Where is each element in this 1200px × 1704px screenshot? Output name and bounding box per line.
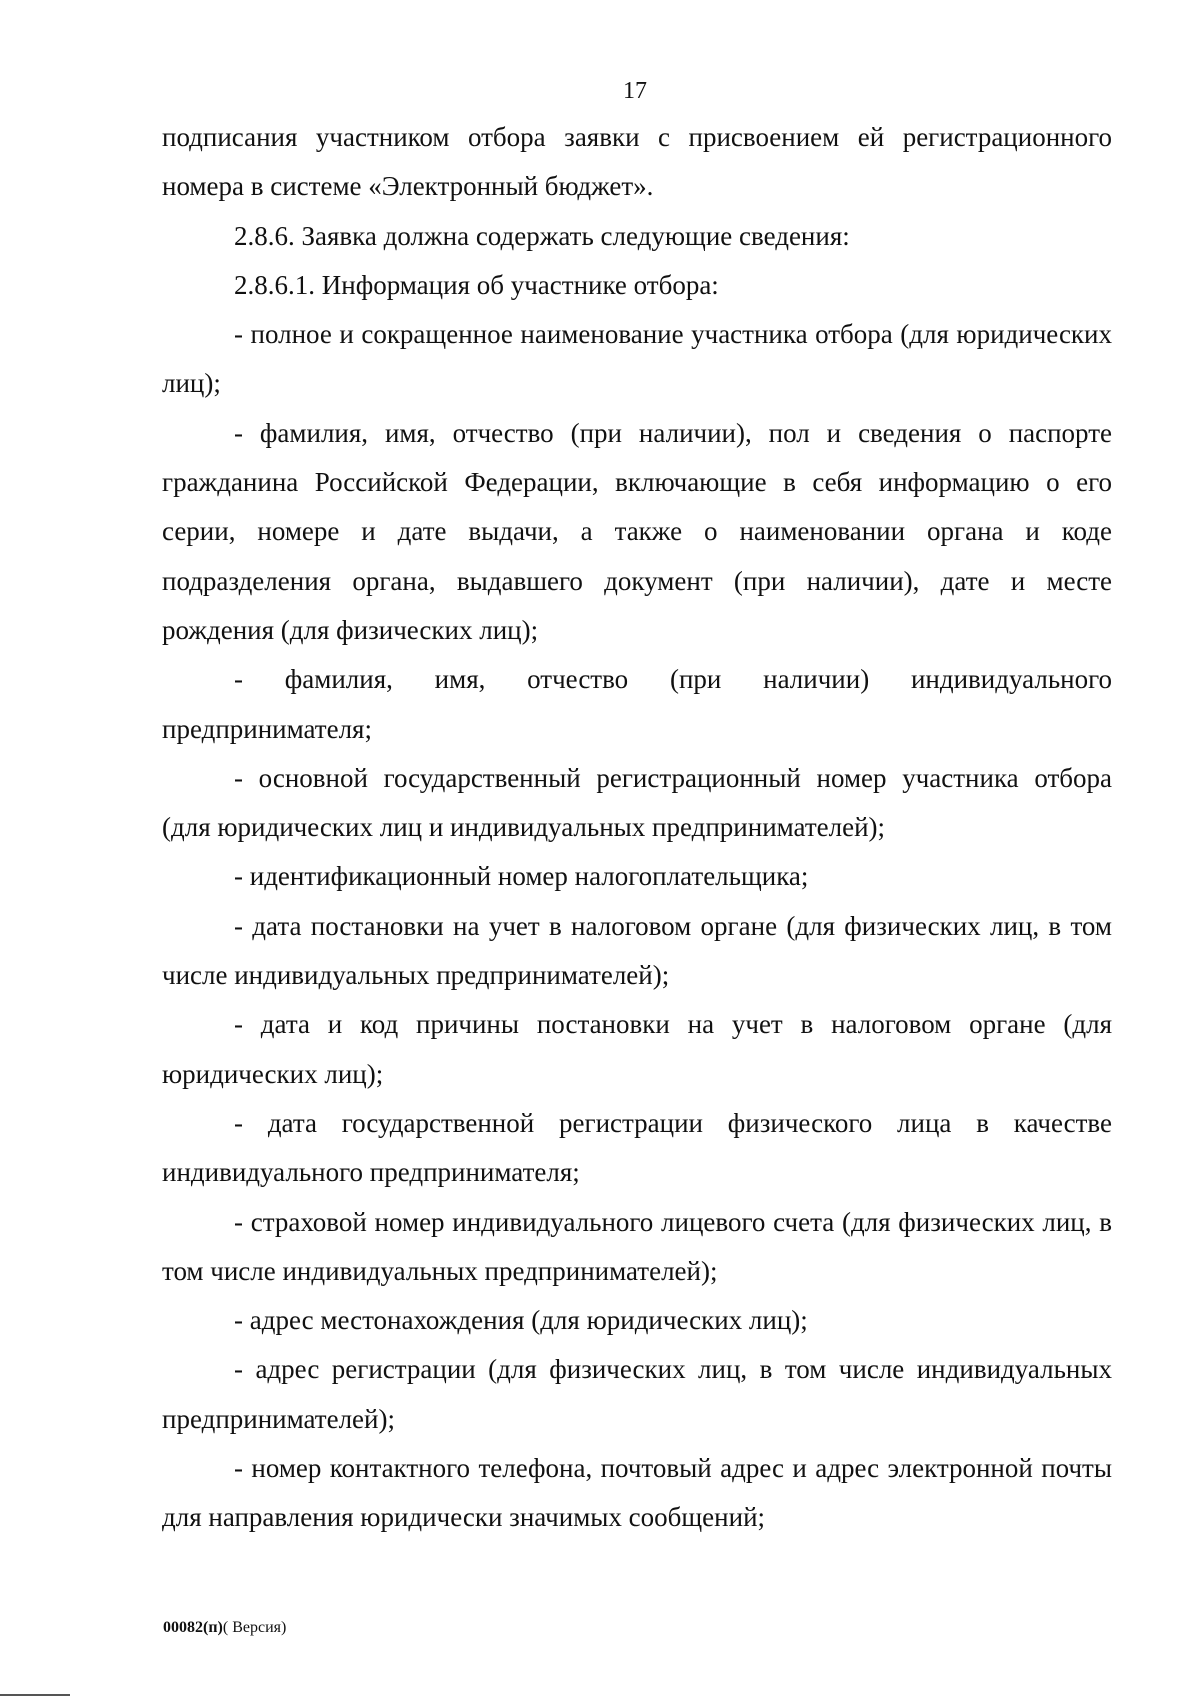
list-item-contacts: - номер контактного телефона, почтовый адрес и адрес электронной почты для направления юридически значимых сообщений; (162, 1453, 1112, 1533)
document-body (162, 113, 1112, 1543)
list-item-full-name: - полное и сокращенное наименование участника отбора (для юридических лиц); (162, 319, 1112, 399)
paragraph-2-8-6: 2.8.6. Заявка должна содержать следующие сведения: (234, 220, 850, 251)
list-item-inn: - идентификационный номер налогоплательщика; (234, 861, 809, 892)
list-item-snils: - страховой номер индивидуального лицевого счета (для физических лиц, в том числе индивидуальных предпринимателей); (162, 1206, 1112, 1286)
list-item-tax-registration-date: - дата постановки на учет в налоговом органе (для физических лиц, в том числе индивидуальных предпринимателей); (162, 910, 1112, 991)
list-item-registration-address: - адрес регистрации (для физических лиц, в том числе индивидуальных предпринимателей); (162, 1354, 1112, 1434)
list-item-ogrn: - основной государственный регистрационный номер участника отбора (для юридических лиц и индивидуальных предпринимателей); (162, 762, 1112, 843)
list-item-entrepreneur-name: - фамилия, имя, отчество (при наличии) индивидуального предпринимателя; (162, 664, 1112, 744)
list-item-legal-address: - адрес местонахождения (для юридических лиц); (234, 1305, 808, 1336)
list-item-kpp: - дата и код причины постановки на учет в налоговом органе (для юридических лиц); (162, 1009, 1112, 1089)
paragraph-continuation: подписания участником отбора заявки с присвоением ей регистрационного номера в системе «Электронный бюджет». (162, 122, 1112, 202)
document-code: 00082(п) (163, 1619, 223, 1636)
list-item-state-registration-date: - дата государственной регистрации физического лица в качестве индивидуального предпринимателя; (162, 1107, 1112, 1188)
document-version: ( Версия) (222, 1619, 287, 1636)
paragraph-2-8-6-1: 2.8.6.1. Информация об участнике отбора: (234, 269, 719, 300)
scan-edge-mark (0, 1694, 70, 1696)
document-footer (163, 1619, 286, 1637)
page-number: 17 (623, 78, 647, 104)
list-item-passport: - фамилия, имя, отчество (при наличии), пол и сведения о паспорте гражданина Российской Федерации, включающие в себя информацию о его серии, номере и дате выдачи, а также о наименовании органа и коде подразделения органа, выдавшего документ (при наличии), дате и месте рождения (для физических лиц); (162, 417, 1112, 645)
